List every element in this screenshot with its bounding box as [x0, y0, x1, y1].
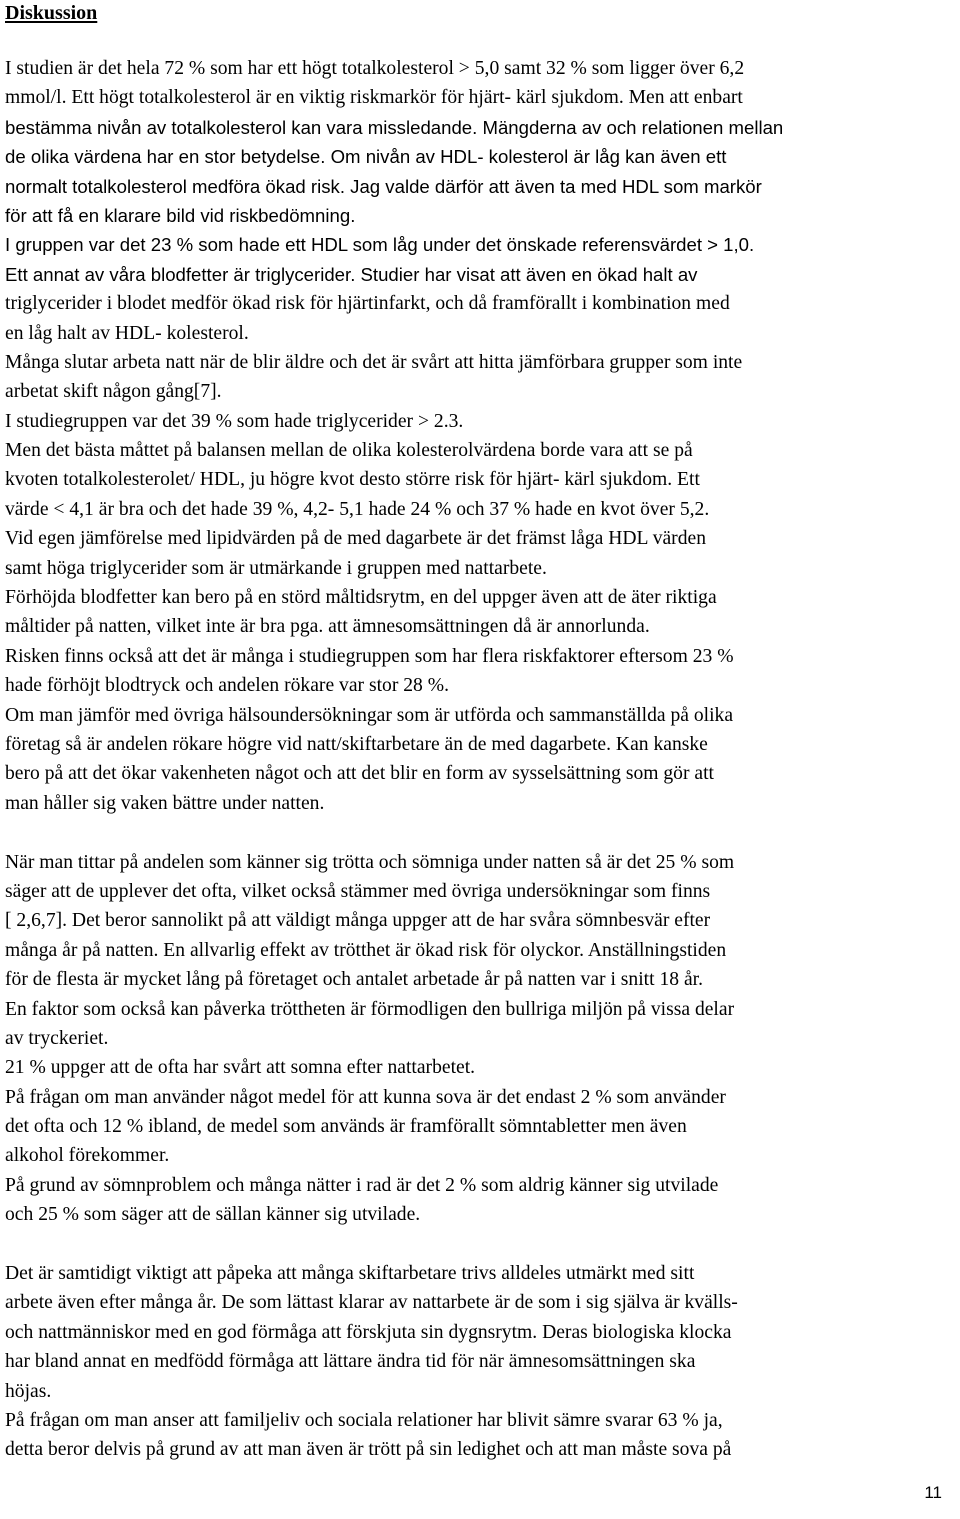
- text-line: för att få en klarare bild vid riskbedömning.: [5, 204, 356, 226]
- text-line: En faktor som också kan påverka tröttheten är förmodligen den bullriga miljön på vissa delar: [5, 998, 735, 1020]
- text-line: Förhöjda blodfetter kan bero på en störd måltidsrytm, en del uppger även att de äter riktiga: [5, 587, 717, 609]
- text-line: Det är samtidigt viktigt att påpeka att många skiftarbetare trivs alldeles utmärkt med sitt: [5, 1263, 695, 1285]
- blank-line: [5, 1230, 955, 1259]
- text-line: mmol/l. Ett högt totalkolesterol är en viktig riskmarkör för hjärt- kärl sjukdom. Men att enbart: [5, 87, 743, 109]
- text-line: Om man jämför med övriga hälsoundersökningar som är utförda och sammanställda på olika: [5, 704, 734, 726]
- text-line: När man tittar på andelen som känner sig trötta och sömniga under natten så är det 25 % som: [5, 851, 735, 873]
- text-line: Risken finns också att det är många i studiegruppen som har flera riskfaktorer eftersom 23 %: [5, 645, 734, 667]
- text-line: höjas.: [5, 1380, 52, 1402]
- text-line: arbete även efter många år. De som lättast klarar av nattarbete är de som i sig själva är kvälls-: [5, 1292, 738, 1314]
- text-line: I gruppen var det 23 % som hade ett HDL som låg under det önskade referensvärdet > 1,0.: [5, 234, 755, 256]
- document-page: [5, 0, 955, 1465]
- text-line: många år på natten. En allvarlig effekt av trötthet är ökad risk för olyckor. Anställningstiden: [5, 939, 727, 961]
- text-line: Ett annat av våra blodfetter är triglycerider. Studier har visat att även en ökad halt av: [5, 263, 698, 285]
- text-line: man håller sig vaken bättre under natten.: [5, 792, 325, 814]
- text-line: företag så är andelen rökare högre vid natt/skiftarbetare än de med dagarbete. Kan kanske: [5, 733, 708, 755]
- text-line: I studiegruppen var det 39 % som hade triglycerider > 2.3.: [5, 410, 464, 432]
- page-number: 11: [924, 1483, 942, 1502]
- text-line: triglycerider i blodet medför ökad risk för hjärtinfarkt, och då framförallt i kombination med: [5, 293, 730, 315]
- text-line: de olika värdena har en stor betydelse. Om nivån av HDL- kolesterol är låg kan även ett: [5, 146, 727, 168]
- text-line: för de flesta är mycket lång på företaget och antalet arbetade år på natten var i snitt 18 år.: [5, 969, 703, 991]
- text-line: På frågan om man använder något medel för att kunna sova är det endast 2 % som använder: [5, 1086, 726, 1108]
- text-line: och nattmänniskor med en god förmåga att förskjuta sin dygnsrytm. Deras biologiska klocka: [5, 1321, 732, 1343]
- text-line: På frågan om man anser att familjeliv och sociala relationer har blivit sämre svarar 63 % ja,: [5, 1409, 723, 1431]
- text-line: [ 2,6,7]. Det beror sannolikt på att väldigt många uppger att de har svåra sömnbesvär efter: [5, 910, 711, 932]
- text-line: en låg halt av HDL- kolesterol.: [5, 322, 249, 344]
- text-line: måltider på natten, vilket inte är bra pga. att ämnesomsättningen då är annorlunda.: [5, 616, 650, 638]
- text-line: bestämma nivån av totalkolesterol kan vara missledande. Mängderna av och relationen mellan: [5, 116, 784, 138]
- text-line: På grund av sömnproblem och många nätter i rad är det 2 % som aldrig känner sig utvilade: [5, 1174, 719, 1196]
- blank-line: [5, 818, 955, 847]
- text-line: kvoten totalkolesterolet/ HDL, ju högre kvot desto större risk för hjärt- kärl sjukdom. Ett: [5, 469, 700, 491]
- discussion-body: [5, 54, 955, 1465]
- section-heading: Diskussion: [5, 2, 98, 24]
- text-line: har bland annat en medfödd förmåga att lättare ändra tid för när ämnesomsättningen ska: [5, 1351, 696, 1373]
- text-line: arbetat skift någon gång[7].: [5, 381, 222, 403]
- text-line: det ofta och 12 % ibland, de medel som används är framförallt sömntabletter men även: [5, 1116, 687, 1138]
- text-line: samt höga triglycerider som är utmärkande i gruppen med nattarbete.: [5, 557, 547, 579]
- text-line: och 25 % som säger att de sällan känner sig utvilade.: [5, 1204, 421, 1226]
- text-line: av tryckeriet.: [5, 1027, 109, 1049]
- text-line: 21 % uppger att de ofta har svårt att somna efter nattarbetet.: [5, 1057, 476, 1079]
- text-line: säger att de upplever det ofta, vilket också stämmer med övriga undersökningar som finns: [5, 880, 711, 902]
- text-line: Många slutar arbeta natt när de blir äldre och det är svårt att hitta jämförbara grupper som inte: [5, 351, 743, 373]
- text-line: hade förhöjt blodtryck och andelen rökare var stor 28 %.: [5, 675, 449, 697]
- text-line: Men det bästa måttet på balansen mellan de olika kolesterolvärdena borde vara att se på: [5, 440, 693, 462]
- text-line: normalt totalkolesterol medföra ökad risk. Jag valde därför att även ta med HDL som markör: [5, 175, 762, 197]
- text-line: Vid egen jämförelse med lipidvärden på de med dagarbete är det främst låga HDL värden: [5, 528, 707, 550]
- text-line: alkohol förekommer.: [5, 1145, 170, 1167]
- text-line: värde < 4,1 är bra och det hade 39 %, 4,2- 5,1 hade 24 % och 37 % hade en kvot över 5,2.: [5, 498, 710, 520]
- text-line: I studien är det hela 72 % som har ett högt totalkolesterol > 5,0 samt 32 % som ligger över 6,2: [5, 58, 745, 79]
- text-line: detta beror delvis på grund av att man även är trött på sin ledighet och att man måste sova på: [5, 1439, 732, 1461]
- text-line: bero på att det ökar vakenheten något och att det blir en form av sysselsättning som gör att: [5, 763, 714, 785]
